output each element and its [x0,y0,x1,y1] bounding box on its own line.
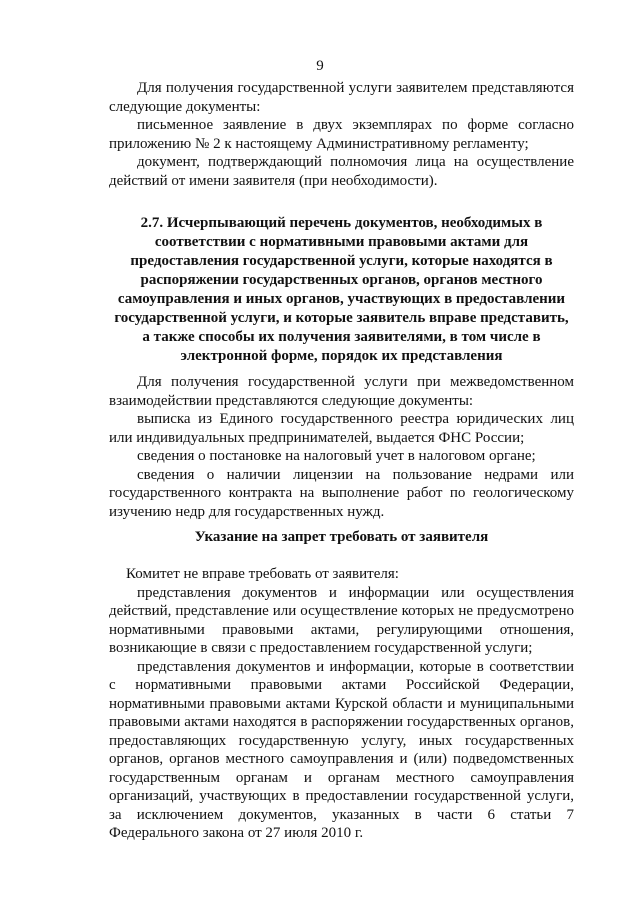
paragraph: представления документов и информации, которые в соответствии с нормативными правовыми актами Российской Федерации, нормативными правовыми актами Курской области и муниципальными правовыми актами находятся в распоряжении государственных органов, предоставляющих государственную услугу, иных государственных органов, органов местного самоуправления и (или) подведомственных государственным органам и органам местного самоуправления организаций, участвующих в предоставлении государственной услуги, за исключением документов, указанных в части 6 статьи 7 Федерального закона от 27 июля 2010 г. [109,658,574,841]
paragraph: сведения о постановке на налоговый учет в налоговом органе; [137,448,536,464]
interagency-documents-section [109,373,574,521]
paragraph: письменное заявление в двух экземплярах по форме согласно приложению № 2 к настоящему Административному регламенту; [109,117,574,152]
applicant-documents-section [109,79,574,190]
paragraph: документ, подтверждающий полномочия лица на осуществление действий от имени заявителя (при необходимости). [109,154,574,189]
paragraph: выписка из Единого государственного реестра юридических лиц или индивидуальных предпринимателей, выдается ФНС России; [109,411,574,446]
paragraph: Для получения государственной услуги при межведомственном взаимодействии представляются следующие документы: [109,374,574,409]
section-heading-prohibition: Указание на запрет требовать от заявителя [194,529,489,545]
prohibition-section [109,565,574,843]
paragraph: представления документов и информации или осуществления действий, представление или осуществление которых не предусмотрено нормативными правовыми актами, регулирующими отношения, возникающие в связи с предоставлением государственной услуги; [109,584,574,656]
paragraph: сведения о наличии лицензии на пользование недрами или государственного контракта на выполнение работ по геологическому изучению недр для государственных нужд. [109,466,574,520]
section-heading-2-7: 2.7. Исчерпывающий перечень документов, необходимых в соответствии с нормативными правовыми актами для предоставления государственной услуги, которые находятся в распоряжении государственных органов, органов местного самоуправления и иных органов, участвующих в предоставлении государственной услуги, и которые заявитель вправе представить, а также способы их получения заявителями, в том числе в электронной форме, порядок их представления [114,215,569,364]
paragraph: Комитет не вправе требовать от заявителя: [126,566,399,582]
paragraph: Для получения государственной услуги заявителем представляются следующие документы: [109,80,574,115]
page-number: 9 [316,58,324,74]
